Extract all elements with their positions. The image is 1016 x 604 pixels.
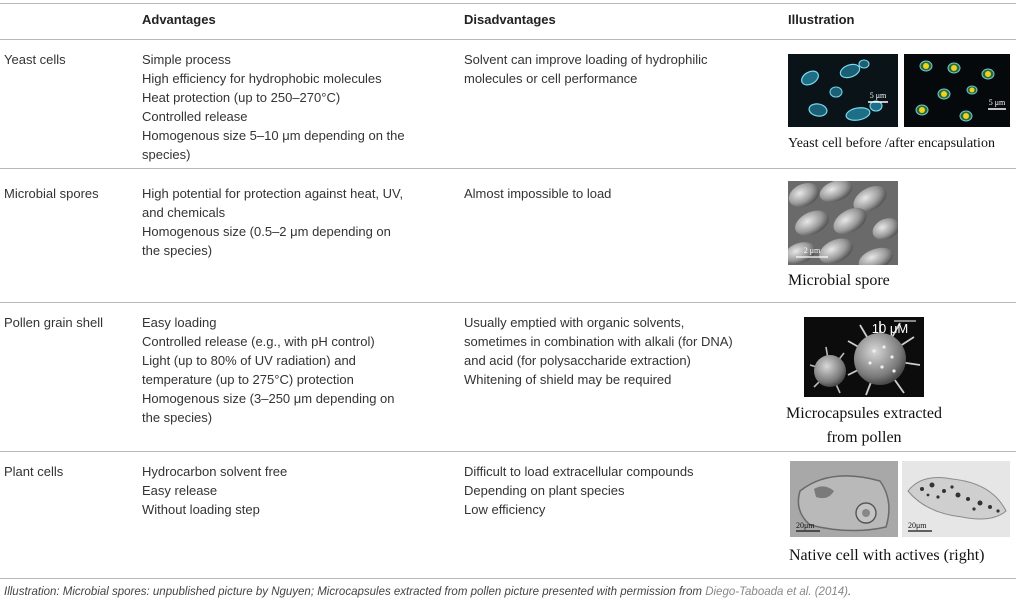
header-rule: [0, 39, 1016, 40]
list-item: temperature (up to 275°C) protection: [142, 372, 354, 387]
list-item: and chemicals: [142, 205, 226, 220]
caption-line: Microcapsules extracted: [786, 405, 942, 422]
row-divider: [0, 302, 1016, 303]
list-item: Easy release: [142, 483, 218, 498]
caption-line: from pollen: [826, 429, 902, 446]
list-item: Controlled release (e.g., with pH control): [142, 334, 375, 349]
microbial-spore-image: [788, 181, 898, 265]
advantages-plant: [142, 462, 287, 519]
list-item: Controlled release: [142, 109, 248, 124]
disadvantages-pollen: [464, 313, 733, 389]
plant-cell-native-image: [790, 461, 898, 537]
disadvantages-spores: [464, 184, 611, 203]
list-item: and acid (for polysaccharide extraction): [464, 353, 691, 368]
scale-label: 20μm: [796, 521, 815, 530]
list-item: Low efficiency: [464, 502, 546, 517]
footnote-reference-link[interactable]: Diego-Taboada et al. (2014): [705, 586, 848, 598]
row-divider: [0, 451, 1016, 452]
scale-label: 20μm: [908, 521, 927, 530]
scale-label: 5 μm: [869, 91, 887, 100]
table-bottom-rule: [0, 578, 1016, 579]
list-item: Homogenous size (3–250 μm depending on: [142, 391, 395, 406]
list-item: species): [142, 147, 191, 162]
list-item: Heat protection (up to 250–270°C): [142, 90, 341, 105]
advantages-yeast: [142, 50, 405, 164]
scale-label: 10 μM: [871, 321, 909, 336]
list-item: Usually emptied with organic solvents,: [464, 315, 685, 330]
list-item: sometimes in combination with alkali (for DNA): [464, 334, 733, 349]
list-item: Depending on plant species: [464, 483, 625, 498]
footnote-text: Illustration: Microbial spores: unpublished picture by Nguyen; Microcapsules extracted from pollen picture presented with permission from: [4, 586, 706, 598]
row-divider: [0, 168, 1016, 169]
plant-cell-actives-image: [902, 461, 1010, 537]
list-item: Without loading step: [142, 502, 260, 517]
list-item: Difficult to load extracellular compounds: [464, 464, 694, 479]
list-item: Almost impossible to load: [464, 186, 612, 201]
header-illustration: Illustration: [788, 12, 855, 27]
list-item: Whitening of shield may be required: [464, 372, 672, 387]
list-item: Easy loading: [142, 315, 217, 330]
disadvantages-plant: [464, 462, 694, 519]
pollen-caption: [786, 402, 942, 450]
advantages-pollen: [142, 313, 395, 427]
list-item: Simple process: [142, 52, 231, 67]
plant-caption: Native cell with actives (right): [789, 547, 985, 564]
scale-label: 2 μm: [803, 246, 821, 255]
row-name-spores: Microbial spores: [4, 186, 99, 201]
header-advantages: Advantages: [142, 12, 216, 27]
list-item: Light (up to 80% of UV radiation) and: [142, 353, 356, 368]
list-item: Homogenous size (0.5–2 μm depending on: [142, 224, 391, 239]
row-name-pollen: Pollen grain shell: [4, 315, 104, 330]
advantages-spores: [142, 184, 403, 260]
disadvantages-yeast: [464, 50, 708, 88]
yeast-before-image: [788, 54, 898, 127]
yeast-after-image: [904, 54, 1010, 127]
list-item: High potential for protection against heat, UV,: [142, 186, 404, 201]
spore-caption: Microbial spore: [788, 272, 890, 289]
list-item: the species): [142, 410, 213, 425]
row-name-plant: Plant cells: [4, 464, 64, 479]
header-disadvantages: Disadvantages: [464, 12, 556, 27]
list-item: Homogenous size 5–10 μm depending on the: [142, 128, 405, 143]
footnote-end: .: [847, 586, 852, 598]
row-name-yeast: Yeast cells: [4, 52, 66, 67]
list-item: High efficiency for hydrophobic molecules: [142, 71, 382, 86]
list-item: the species): [142, 243, 213, 258]
table-footnote: [4, 586, 851, 598]
scale-label: 5 μm: [988, 98, 1006, 107]
list-item: Solvent can improve loading of hydrophilic: [464, 52, 708, 67]
list-item: Hydrocarbon solvent free: [142, 464, 288, 479]
list-item: molecules or cell performance: [464, 71, 638, 86]
table-top-rule: [0, 3, 1016, 4]
yeast-caption: Yeast cell before /after encapsulation: [788, 136, 995, 151]
pollen-image: [804, 317, 924, 397]
